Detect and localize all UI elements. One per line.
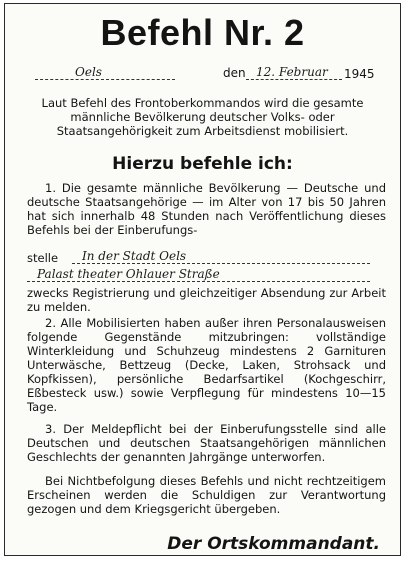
paragraph-1: 1. Die gesamte männliche Bevölkerung — Deutsche und deutsche Staatsangehörige — im Alter von 17 bis 50 Jahren hat sich innerhalb 48 Stunden nach Veröffentlichung dieses Befehls bei der Einberufungs-: [27, 181, 386, 237]
date-line: [246, 66, 342, 80]
command-heading: Hierzu befehle ich:: [112, 154, 293, 174]
intro-paragraph: Laut Befehl des Frontoberkommandos wird die gesamte männliche Bevölkerung deutscher Volks- oder Staatsangehörigkeit zum Arbeitsdienst mobilisiert.: [41, 96, 364, 138]
date-handwritten: 12. Februar: [256, 65, 328, 79]
place-handwritten: Oels: [75, 65, 102, 79]
paragraph-1-stelle: stelle: [27, 251, 59, 265]
paragraph-2: 2. Alle Mobilisierten haben außer ihren Personalausweisen folgende Gegenstände mitzubringen: vollständige Winterkleidung und Schuhzeug mindestens 2 Garnituren Unterwäsche, Bettzeug (Decke, Laken, Strohsack und Kopfkissen), persönliche Bedarfsartikel (Kochgeschirr, Eßbesteck usw.) sowie Verpflegung für mindestens 10—15 Tage.: [27, 316, 386, 414]
date-year: 1945: [344, 67, 375, 81]
paragraph-3: 3. Der Meldepflicht bei der Einberufungsstelle sind alle Deutschen und deutschen Staatsangehörigen männlichen Geschlechts der genannten Jahrgänge unterworfen.: [27, 422, 386, 464]
office-line-2: [27, 268, 370, 282]
notice-title: Befehl Nr. 2: [100, 12, 305, 53]
date-prefix: den: [223, 66, 246, 80]
paragraph-1-end: zwecks Registrierung und gleichzeitiger Absendung zur Arbeit zu melden.: [27, 286, 386, 314]
signature: Der Ortskommandant.: [167, 534, 380, 554]
place-line: [35, 66, 175, 80]
office-handwritten-1: In der Stadt Oels: [82, 249, 187, 263]
paragraph-4: Bei Nichtbefolgung dieses Befehls und nicht rechtzeitigem Erscheinen werden die Schuldigen zur Verantwortung gezogen und dem Kriegsgericht übergeben.: [27, 474, 386, 516]
office-line-1: [72, 250, 370, 264]
office-handwritten-2: Palast theater Ohlauer Straße: [37, 267, 220, 281]
notice-sheet: [4, 3, 401, 556]
